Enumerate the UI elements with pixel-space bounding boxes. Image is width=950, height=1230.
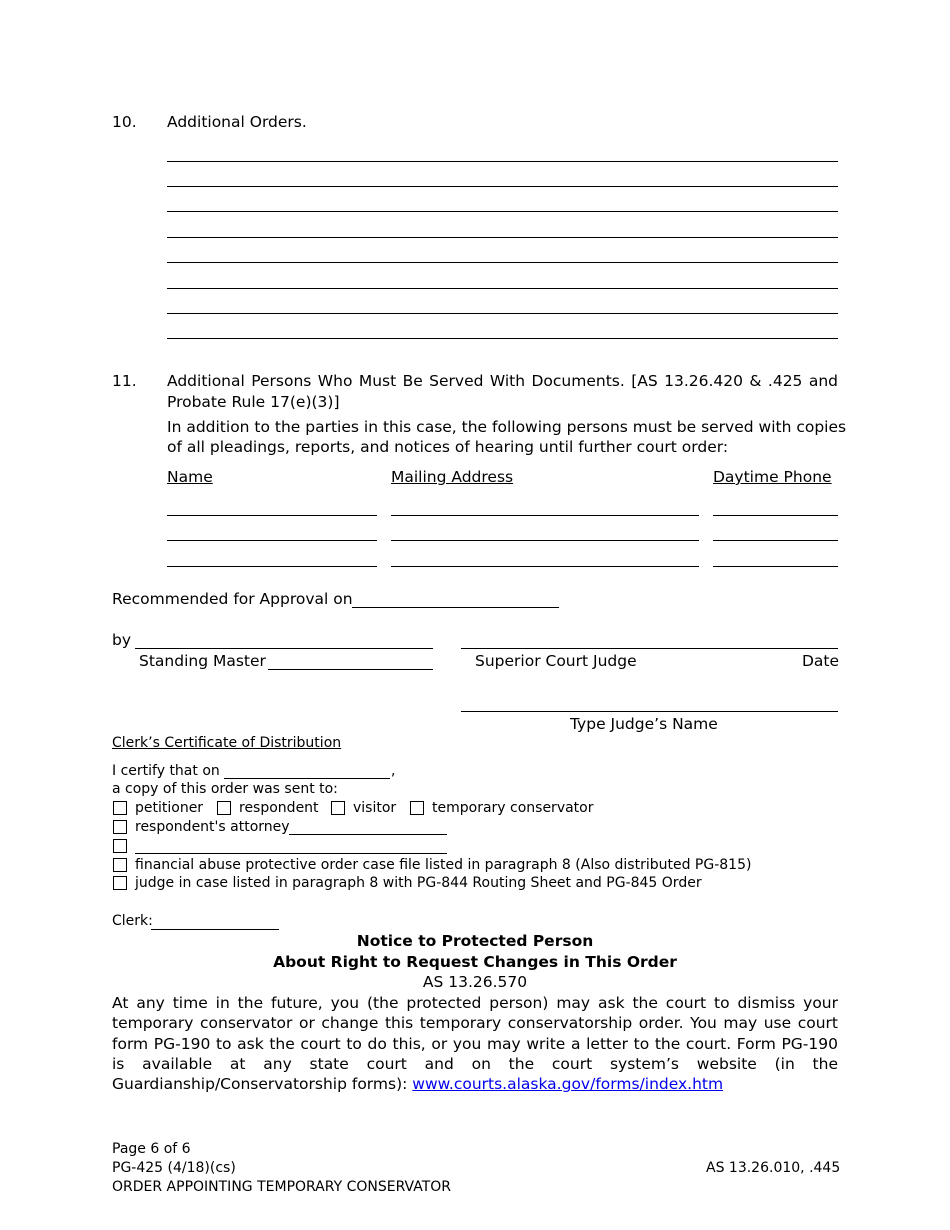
superior-court-judge-label: Superior Court Judge — [475, 652, 637, 670]
recommended-label: Recommended for Approval on — [112, 590, 353, 608]
certify-label: I certify that on — [112, 763, 220, 779]
visitor-checkbox[interactable] — [331, 801, 345, 815]
order-line[interactable] — [167, 161, 838, 162]
column-daytime-phone: Daytime Phone — [713, 468, 832, 486]
respondents-attorney-field[interactable] — [289, 834, 447, 835]
order-line[interactable] — [167, 237, 838, 238]
address-field[interactable] — [391, 566, 699, 567]
notice-title-2: About Right to Request Changes in This Order — [273, 953, 677, 971]
phone-field[interactable] — [713, 566, 838, 567]
name-field[interactable] — [167, 515, 377, 516]
sent-to-label: a copy of this order was sent to: — [112, 781, 338, 797]
item-11-body-line1: In addition to the parties in this case, the following persons must be served with copies — [167, 418, 847, 436]
item-10-number: 10. — [112, 113, 137, 131]
order-line[interactable] — [167, 211, 838, 212]
by-label: by — [112, 631, 132, 649]
name-field[interactable] — [167, 566, 377, 567]
type-judge-name-label: Type Judge’s Name — [570, 715, 718, 733]
column-mailing-address: Mailing Address — [391, 468, 514, 486]
column-name: Name — [167, 468, 213, 486]
notice-body — [112, 993, 838, 1094]
standing-master-field[interactable] — [268, 669, 433, 670]
respondent-label: respondent — [239, 800, 319, 816]
certify-comma: , — [391, 763, 396, 779]
petitioner-label: petitioner — [135, 800, 204, 816]
temporary-conservator-label: temporary conservator — [432, 800, 594, 816]
standing-master-signature-field[interactable] — [135, 648, 433, 649]
name-field[interactable] — [167, 540, 377, 541]
order-line[interactable] — [167, 313, 838, 314]
date-label: Date — [802, 652, 840, 670]
notice-statute: AS 13.26.570 — [422, 973, 528, 991]
footer-page: Page 6 of 6 — [112, 1141, 191, 1157]
order-line[interactable] — [167, 338, 838, 339]
forms-link[interactable]: www.courts.alaska.gov/forms/index.htm — [412, 1075, 724, 1094]
footer-title: ORDER APPOINTING TEMPORARY CONSERVATOR — [112, 1179, 452, 1195]
temporary-conservator-checkbox[interactable] — [410, 801, 424, 815]
visitor-label: visitor — [353, 800, 397, 816]
order-line[interactable] — [167, 262, 838, 263]
item-11-title-line1: Additional Persons Who Must Be Served With Documents. [AS 13.26.420 & .425 and — [167, 372, 838, 390]
clerk-label: Clerk: — [112, 913, 153, 929]
clerk-certificate-heading: Clerk’s Certificate of Distribution — [112, 735, 342, 751]
item-11-body-line2: of all pleadings, reports, and notices of hearing until further court order: — [167, 438, 729, 456]
certify-date-field[interactable] — [224, 778, 390, 779]
respondents-attorney-label: respondent's attorney — [135, 819, 290, 835]
clerk-signature-field[interactable] — [151, 929, 279, 930]
phone-field[interactable] — [713, 540, 838, 541]
other-recipient-field[interactable] — [135, 853, 447, 854]
judge-case-checkbox[interactable] — [113, 876, 127, 890]
other-recipient-checkbox[interactable] — [113, 839, 127, 853]
footer-statute: AS 13.26.010, .445 — [706, 1160, 841, 1176]
standing-master-label: Standing Master — [139, 652, 266, 670]
recommended-date-field[interactable] — [352, 607, 559, 608]
address-field[interactable] — [391, 540, 699, 541]
footer-form: PG-425 (4/18)(cs) — [112, 1160, 236, 1176]
order-line[interactable] — [167, 186, 838, 187]
judge-case-label: judge in case listed in paragraph 8 with PG-844 Routing Sheet and PG-845 Order — [135, 875, 702, 891]
judge-signature-field[interactable] — [461, 648, 838, 649]
order-line[interactable] — [167, 288, 838, 289]
petitioner-checkbox[interactable] — [113, 801, 127, 815]
item-10-title: Additional Orders. — [167, 113, 307, 131]
judge-name-field[interactable] — [461, 711, 838, 712]
financial-abuse-label: financial abuse protective order case file listed in paragraph 8 (Also distributed PG-815) — [135, 857, 752, 873]
financial-abuse-checkbox[interactable] — [113, 858, 127, 872]
notice-body-text: At any time in the future, you (the protected person) may ask the court to dismiss your temporary conservator or change this temporary conservatorship order. You may use court form PG-190 to ask the court to do this, or you may write a letter to the court. Form PG-190 is available at any state court and on the court system’s website (in the Guardianship/Conservatorship forms): — [112, 994, 838, 1094]
notice-title-1: Notice to Protected Person — [356, 932, 594, 950]
phone-field[interactable] — [713, 515, 838, 516]
respondent-checkbox[interactable] — [217, 801, 231, 815]
item-11-number: 11. — [112, 372, 137, 390]
item-11-title-line2: Probate Rule 17(e)(3)] — [167, 393, 340, 411]
respondents-attorney-checkbox[interactable] — [113, 820, 127, 834]
address-field[interactable] — [391, 515, 699, 516]
